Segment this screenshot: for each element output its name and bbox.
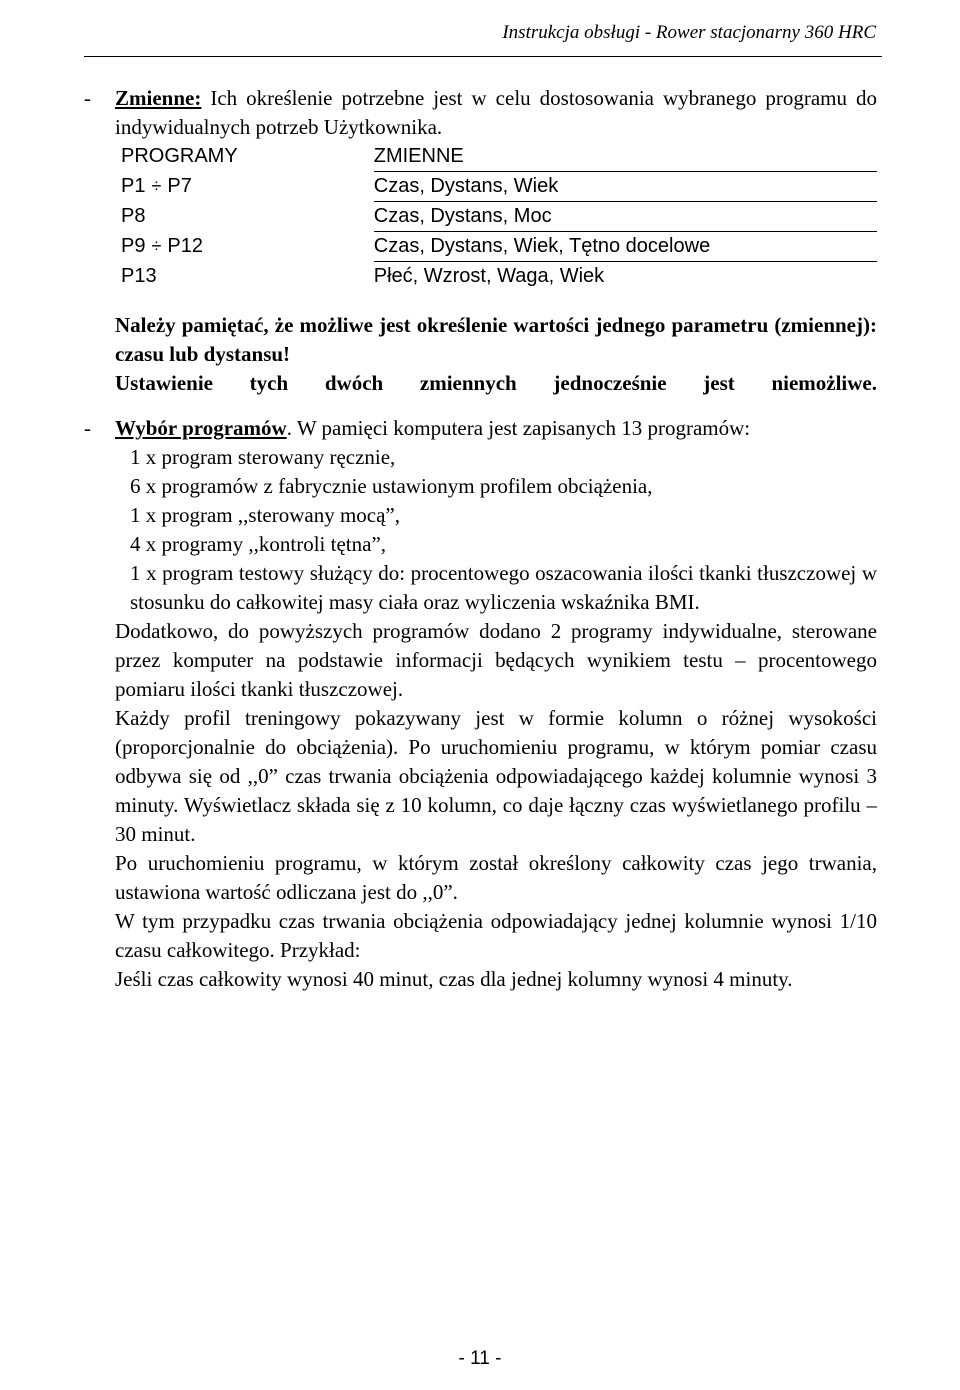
- document-header: Instrukcja obsługi - Rower stacjonarny 360 HRC: [502, 22, 876, 43]
- program-range: P8: [121, 205, 146, 227]
- program-variables: Czas, Dystans, Wiek: [374, 172, 877, 202]
- program-selection-text: . W pamięci komputera jest zapisanych 13 programów:: [286, 416, 751, 440]
- list-item: 4 x programy ,,kontroli tętna”,: [130, 532, 387, 556]
- list-item: 1 x program testowy służący do: procentowego oszacowania ilości tkanki tłuszczowej w stosunku do całkowitej masy ciała oraz wyliczenia wskaźnika BMI.: [130, 561, 877, 614]
- paragraph: Jeśli czas całkowity wynosi 40 minut, czas dla jednej kolumny wynosi 4 minuty.: [115, 967, 793, 991]
- section-variables: [84, 84, 877, 142]
- division-sign: ÷: [151, 236, 162, 256]
- programs-table: [121, 142, 877, 291]
- term-variables: Zmienne:: [115, 86, 202, 110]
- table-row: [121, 232, 877, 262]
- page-content: [84, 84, 877, 994]
- division-sign: ÷: [151, 176, 162, 196]
- list-item: 1 x program ,,sterowany mocą”,: [130, 503, 400, 527]
- program-range: P13: [121, 264, 157, 287]
- bullet-dash: -: [84, 86, 91, 110]
- program-range: P1 ÷ P7: [121, 175, 192, 197]
- table-row: [121, 172, 877, 202]
- header-programs: PROGRAMY: [121, 145, 238, 168]
- paragraph: W tym przypadku czas trwania obciążenia odpowiadający jednej kolumnie wynosi 1/10 czasu całkowitego. Przykład:: [115, 909, 877, 962]
- program-variables: Czas, Dystans, Wiek, Tętno docelowe: [374, 232, 877, 262]
- list-item: 6 x programów z fabrycznie ustawionym profilem obciążenia,: [130, 474, 653, 498]
- warning-line-2: Ustawienie tych dwóch zmiennych jednocześnie jest niemożliwe.: [115, 371, 877, 395]
- table-row: [121, 202, 877, 232]
- list-item: 1 x program sterowany ręcznie,: [130, 445, 396, 469]
- variables-text: Ich określenie potrzebne jest w celu dostosowania wybranego programu do indywidualnych potrzeb Użytkownika.: [115, 86, 877, 139]
- program-variables: Płeć, Wzrost, Waga, Wiek: [373, 265, 605, 287]
- table-header-row: [121, 142, 877, 172]
- bullet-dash: -: [84, 416, 91, 440]
- table-row: [121, 262, 877, 292]
- paragraph: Po uruchomieniu programu, w którym został określony całkowity czas jego trwania, ustawiona wartość odliczana jest do ,,0”.: [115, 851, 877, 904]
- warning-note: [115, 311, 877, 398]
- section-program-selection: [84, 414, 877, 443]
- paragraph: Każdy profil treningowy pokazywany jest w formie kolumn o różnej wysokości (proporcjonalnie do obciążenia). Po uruchomieniu programu, w którym pomiar czasu odbywa się od ,,0” czas trwania obciążenia odpowiadającego każdej kolumnie wynosi 3 minuty. Wyświetlacz składa się z 10 kolumn, co daje łączny czas wyświetlanego profilu – 30 minut.: [115, 706, 877, 846]
- paragraph: Dodatkowo, do powyższych programów dodano 2 programy indywidualne, sterowane przez komputer na podstawie informacji będących wynikiem testu – procentowego pomiaru ilości tkanki tłuszczowej.: [115, 619, 877, 701]
- header-divider: [84, 56, 882, 57]
- program-range: P9 ÷ P12: [121, 235, 203, 257]
- program-list: [130, 443, 877, 617]
- page-number: - 11 -: [458, 1348, 502, 1369]
- term-program-selection: Wybór programów: [115, 416, 287, 440]
- header-variables: ZMIENNE: [374, 142, 877, 172]
- program-variables: Czas, Dystans, Moc: [374, 202, 877, 232]
- warning-line-1: Należy pamiętać, że możliwe jest określenie wartości jednego parametru (zmiennej): czasu lub dystansu!: [115, 313, 877, 366]
